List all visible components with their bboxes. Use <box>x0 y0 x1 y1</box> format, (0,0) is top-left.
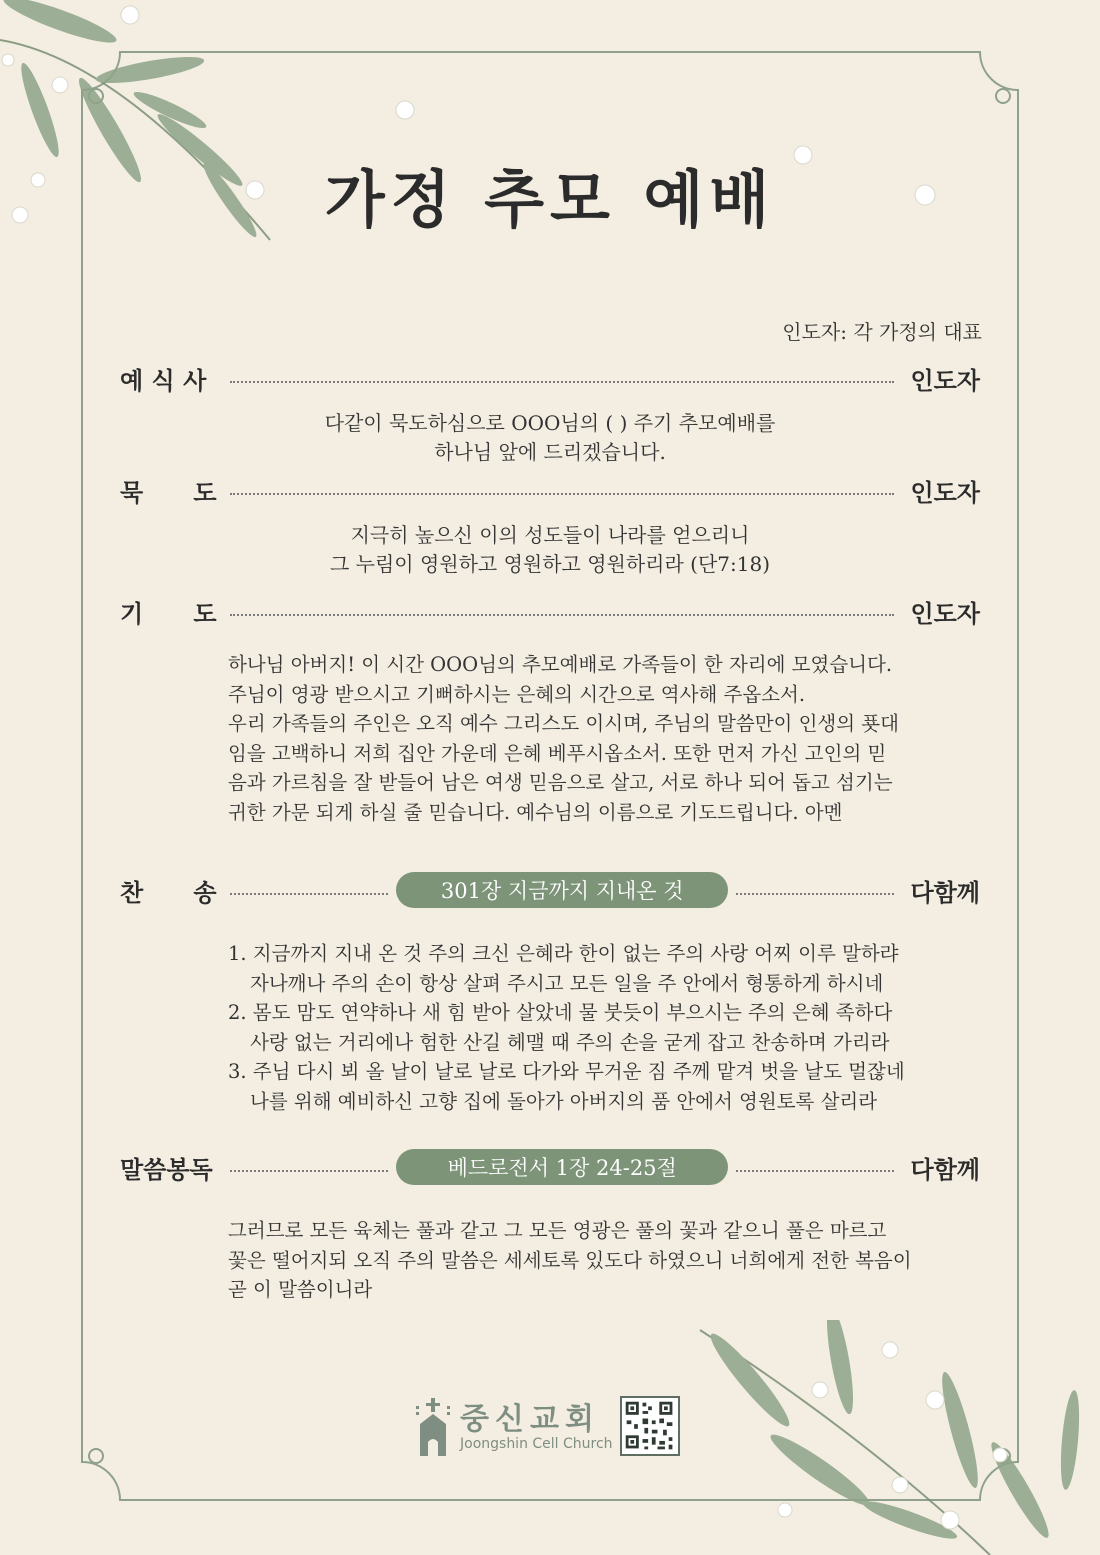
text-line: 음과 가르침을 잘 받들어 남은 여생 믿음으로 살고, 서로 하나 되어 돕고 섬기는 <box>228 771 893 794</box>
text-line: 주님이 영광 받으시고 기뻐하시는 은혜의 시간으로 역사해 주옵소서. <box>228 682 806 706</box>
dotted-leader <box>736 1170 894 1172</box>
hymn-line: 사랑 없는 거리에나 험한 산길 헤맬 때 주의 손을 굳게 잡고 찬송하며 가리라 <box>250 1030 890 1054</box>
dotted-leader <box>230 614 894 616</box>
church-name: 중신교회 <box>460 1402 600 1437</box>
text-line: 그 누림이 영원하고 영원하고 영원하리라 (단7:18) <box>329 552 771 576</box>
section-role: 다함께 <box>910 1155 980 1184</box>
leaf-decoration-bottom-right <box>690 1320 1100 1555</box>
church-logo <box>416 1396 686 1458</box>
silent-prayer-text <box>0 521 1100 579</box>
hymn-line: 3. 주님 다시 뵈 올 날이 날로 날로 다가와 무거운 짐 주께 맡겨 벗을 날도 멀잖네 <box>228 1060 905 1083</box>
hymn-title-badge: 301장 지금까지 지내온 것 <box>396 872 728 908</box>
dotted-leader <box>736 893 894 895</box>
section-row-prayer <box>120 594 980 628</box>
section-row-silent-prayer <box>120 473 980 507</box>
section-label: 찬 송 <box>120 878 217 907</box>
section-label: 말씀봉독 <box>120 1155 213 1184</box>
section-label: 예 식 사 <box>120 366 207 395</box>
section-label: 묵 도 <box>120 478 217 507</box>
dotted-leader <box>230 893 388 895</box>
leader-note: 인도자: 각 가정의 대표 <box>782 320 982 344</box>
text-line: 곧 이 말씀이니라 <box>228 1278 373 1301</box>
section-row-hymn <box>120 873 980 907</box>
text-line: 하나님 아버지! 이 시간 OOO님의 추모예배로 가족들이 한 자리에 모였습니다. <box>228 653 893 676</box>
text-line: 귀한 가문 되게 하실 줄 믿습니다. 예수님의 이름으로 기도드립니다. 아멘 <box>228 800 843 824</box>
text-line: 임을 고백하니 저희 집안 가운데 은혜 베푸시옵소서. 또한 먼저 가신 고인의 믿 <box>228 741 887 765</box>
section-role: 다함께 <box>910 878 980 907</box>
text-line: 그러므로 모든 육체는 풀과 같고 그 모든 영광은 풀의 꽃과 같으니 풀은 마르고 <box>228 1219 887 1242</box>
section-role: 인도자 <box>910 478 980 507</box>
page-title: 가정 추모 예배 <box>324 163 776 236</box>
hymn-line: 나를 위해 예비하신 고향 집에 돌아가 아버지의 품 안에서 영원토록 살리라 <box>250 1089 878 1113</box>
section-row-scripture <box>120 1150 980 1184</box>
dotted-leader <box>230 381 894 383</box>
dotted-leader <box>230 1170 388 1172</box>
dotted-leader <box>230 493 894 495</box>
text-line: 다같이 묵도하심으로 OOO님의 ( ) 주기 추모예배를 <box>324 411 776 435</box>
flower-decoration-top <box>385 90 425 130</box>
hymn-lyrics <box>228 939 908 1116</box>
text-line: 지극히 높으신 이의 성도들이 나라를 얻으리니 <box>350 523 750 547</box>
qr-code-icon[interactable] <box>620 1396 680 1456</box>
section-row-opening <box>120 361 980 395</box>
hymn-line: 1. 지금까지 지내 온 것 주의 크신 은혜라 한이 없는 주의 사랑 어찌 이루 말하랴 <box>228 942 899 965</box>
section-label: 기 도 <box>120 599 217 628</box>
scripture-text <box>228 1216 912 1305</box>
church-subtitle: Joongshin Cell Church <box>460 1436 613 1452</box>
scripture-reference-badge: 베드로전서 1장 24-25절 <box>396 1149 728 1185</box>
text-line: 우리 가족들의 주인은 오직 예수 그리스도 이시며, 주님의 말씀만이 인생의 푯대 <box>228 712 899 735</box>
opening-text <box>0 409 1100 467</box>
hymn-line: 자나깨나 주의 손이 항상 살펴 주시고 모든 일을 주 안에서 형통하게 하시네 <box>250 971 884 995</box>
text-line: 하나님 앞에 드리겠습니다. <box>434 440 666 464</box>
hymn-line: 2. 몸도 맘도 연약하나 새 힘 받아 살았네 물 붓듯이 부으시는 주의 은혜 족하다 <box>228 1001 893 1024</box>
church-building-icon <box>416 1398 450 1456</box>
section-role: 인도자 <box>910 366 980 395</box>
text-line: 꽃은 떨어지되 오직 주의 말씀은 세세토록 있도다 하였으니 너희에게 전한 복음이 <box>228 1248 912 1272</box>
section-role: 인도자 <box>910 599 980 628</box>
prayer-text <box>228 650 908 827</box>
